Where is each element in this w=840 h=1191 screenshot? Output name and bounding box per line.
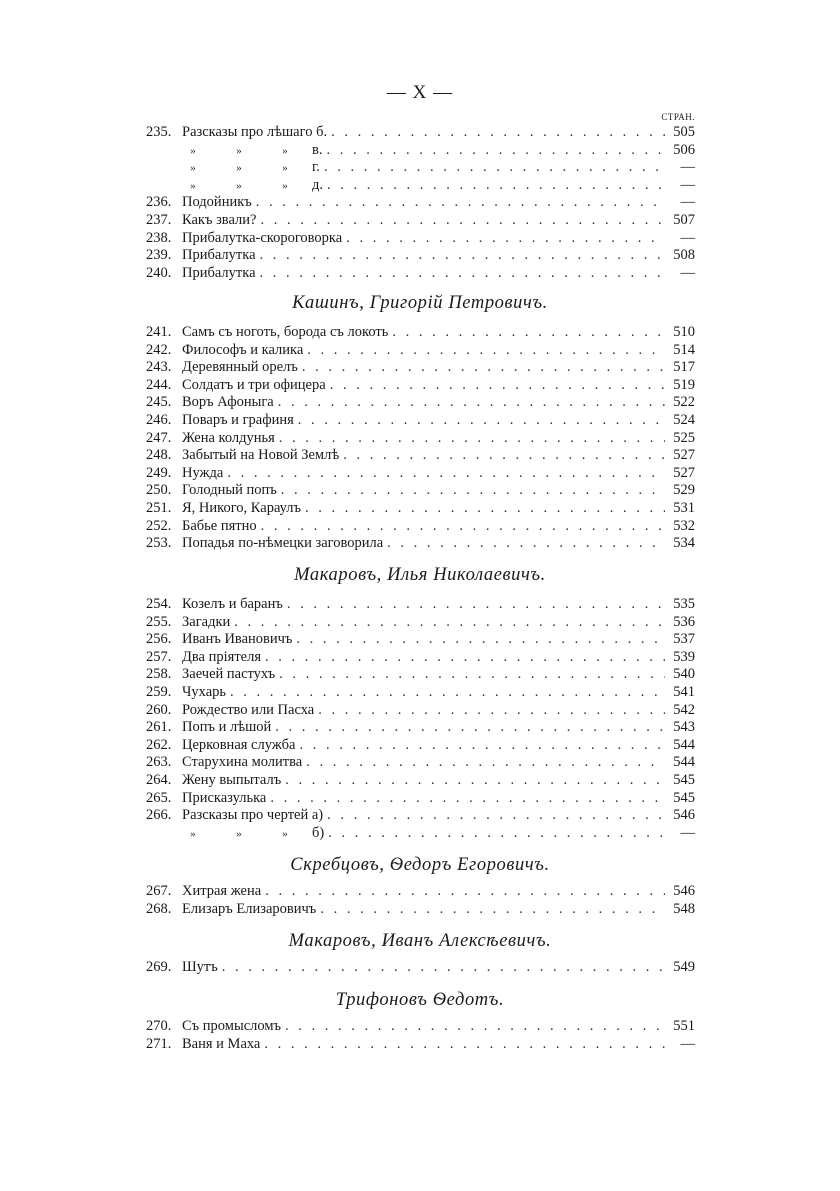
entry-number: 246.: [146, 411, 172, 428]
entry-page: 551: [673, 1018, 695, 1034]
ditto-mark: »: [190, 144, 196, 157]
entry-number: 262.: [146, 736, 172, 753]
toc-entry: [146, 959, 695, 977]
entry-page: 517: [673, 359, 695, 376]
dot-leader: [285, 1018, 665, 1036]
toc-entry: [146, 614, 695, 632]
entry-title: Козелъ и баранъ: [182, 596, 283, 612]
entry-title: Ваня и Маха: [182, 1035, 261, 1052]
ditto-marks: [146, 177, 308, 196]
toc-entry: [146, 465, 695, 483]
dot-leader: [265, 883, 665, 901]
entry-page: 539: [673, 648, 695, 665]
dot-leader: [331, 124, 665, 142]
entry-title: Бабье пятно: [182, 517, 257, 534]
entry-number: 239.: [146, 247, 172, 264]
entry-page: 541: [673, 683, 695, 700]
ditto-mark: »: [282, 179, 288, 192]
dot-leader: [326, 142, 665, 160]
entry-title: Жену выпыталъ: [182, 771, 282, 788]
entry-title: Присказулька: [182, 789, 267, 806]
dot-leader: [265, 649, 665, 667]
ditto-marks: [146, 159, 308, 178]
entry-page: 507: [673, 211, 695, 228]
ditto-mark: »: [190, 179, 196, 192]
entry-number: 263.: [146, 754, 172, 771]
entry-page: 514: [673, 341, 695, 358]
toc-entry: [146, 194, 695, 212]
dot-leader: [320, 901, 665, 919]
entry-title: Какъ звали?: [182, 211, 257, 228]
entry-page: 540: [673, 666, 695, 683]
toc-entry: [146, 482, 695, 500]
ditto-mark: »: [282, 162, 288, 175]
author-heading: Скребцовъ, Ѳедоръ Егоровичъ.: [290, 855, 550, 875]
entry-page: —: [680, 159, 695, 176]
entry-page: 525: [673, 429, 695, 446]
dot-leader: [260, 247, 665, 265]
dot-leader: [324, 159, 665, 177]
dot-leader: [260, 265, 665, 283]
entry-number: 259.: [146, 683, 172, 700]
entry-page: 549: [673, 959, 695, 975]
entry-number: 265.: [146, 789, 172, 806]
entry-title: б): [312, 824, 325, 841]
dot-leader: [234, 614, 665, 632]
entry-title: Прибалутка: [182, 264, 256, 281]
dot-leader: [328, 825, 665, 843]
entry-title: Попадья по-нѣмецки заговорила: [182, 535, 384, 552]
entry-title: Самъ съ ноготь, борода съ локоть: [182, 324, 389, 340]
dot-leader: [256, 194, 665, 212]
toc-entry: [146, 230, 695, 248]
entry-title: Забытый на Новой Землѣ: [182, 447, 340, 464]
dot-leader: [343, 447, 665, 465]
toc-entry: [146, 772, 695, 790]
entry-page: —: [680, 229, 695, 246]
dot-leader: [230, 684, 665, 702]
entry-number: 266.: [146, 807, 172, 824]
entry-page: 545: [673, 789, 695, 806]
entry-number: 250.: [146, 482, 172, 499]
dot-leader: [305, 500, 665, 518]
dot-leader: [330, 377, 665, 395]
entry-page: —: [680, 824, 695, 841]
entry-number: 270.: [146, 1018, 172, 1034]
entry-number: 245.: [146, 394, 172, 411]
entry-number: 268.: [146, 900, 172, 917]
entry-title: Подойникъ: [182, 194, 252, 211]
dot-leader: [318, 702, 665, 720]
entry-page: 524: [673, 411, 695, 428]
toc-entry: [146, 754, 695, 772]
entry-page: —: [680, 1035, 695, 1052]
entry-page: 529: [673, 482, 695, 499]
entry-page: 548: [673, 900, 695, 917]
entry-title: в.: [312, 141, 323, 158]
entry-page: 506: [673, 141, 695, 158]
toc-entry: [146, 825, 695, 843]
entry-page: —: [680, 176, 695, 193]
entry-title: Поваръ и графиня: [182, 411, 294, 428]
entry-title: Философъ и калика: [182, 341, 304, 358]
toc-entry: [146, 447, 695, 465]
dot-leader: [261, 518, 665, 536]
dot-leader: [279, 666, 665, 684]
entry-number: 247.: [146, 429, 172, 446]
entry-number: 264.: [146, 771, 172, 788]
entry-number: 240.: [146, 264, 172, 281]
dot-leader: [281, 482, 665, 500]
entry-title: Попъ и лѣшой: [182, 719, 272, 736]
toc-entry: [146, 177, 695, 195]
entry-page: 545: [673, 771, 695, 788]
entry-title: Елизаръ Елизаровичъ: [182, 900, 317, 917]
ditto-mark: »: [236, 179, 242, 192]
toc-entry: [146, 901, 695, 919]
entry-number: 244.: [146, 376, 172, 393]
entry-page: 508: [673, 247, 695, 264]
ditto-mark: »: [236, 827, 242, 840]
toc-entry: [146, 324, 695, 342]
entry-page: 510: [673, 324, 695, 340]
dot-leader: [270, 790, 665, 808]
entry-title: Деревянный орелъ: [182, 359, 298, 376]
entry-number: 269.: [146, 959, 172, 975]
toc-section: [146, 124, 695, 282]
toc-entry: [146, 430, 695, 448]
toc-entry: [146, 159, 695, 177]
entry-number: 255.: [146, 613, 172, 630]
entry-page: 543: [673, 719, 695, 736]
entry-number: 253.: [146, 535, 172, 552]
entry-number: 241.: [146, 324, 172, 340]
entry-title: Прибалутка: [182, 247, 256, 264]
entry-title: Загадки: [182, 613, 231, 630]
toc-entry: [146, 412, 695, 430]
entry-number: 235.: [146, 124, 172, 140]
toc-entry: [146, 265, 695, 283]
entry-page: 546: [673, 883, 695, 899]
dot-leader: [298, 412, 665, 430]
toc-entry: [146, 1018, 695, 1036]
entry-title: Хитрая жена: [182, 883, 262, 899]
entry-title: Нужда: [182, 464, 224, 481]
entry-title: Церковная служба: [182, 736, 296, 753]
toc-entry: [146, 631, 695, 649]
toc-entry: [146, 377, 695, 395]
toc-entry: [146, 500, 695, 518]
dot-leader: [346, 230, 665, 248]
entry-title: Съ промысломъ: [182, 1018, 282, 1034]
entry-page: 531: [673, 499, 695, 516]
toc-entry: [146, 719, 695, 737]
toc-entry: [146, 394, 695, 412]
entry-title: Голодный попъ: [182, 482, 277, 499]
toc-entry: [146, 342, 695, 360]
dot-leader: [227, 465, 665, 483]
entry-page: 527: [673, 447, 695, 464]
toc-entry: [146, 1036, 695, 1054]
entry-number: 248.: [146, 447, 172, 464]
toc-section: [146, 596, 695, 842]
entry-page: 522: [673, 394, 695, 411]
dot-leader: [387, 535, 665, 553]
toc-entry: [146, 535, 695, 553]
entry-number: 267.: [146, 883, 172, 899]
entry-page: 534: [673, 535, 695, 552]
entry-number: 271.: [146, 1035, 172, 1052]
entry-page: 542: [673, 701, 695, 718]
entry-page: 546: [673, 807, 695, 824]
dot-leader: [285, 772, 665, 790]
dot-leader: [307, 342, 665, 360]
ditto-mark: »: [190, 162, 196, 175]
entry-number: 237.: [146, 211, 172, 228]
ditto-marks: [146, 825, 308, 844]
dot-leader: [327, 807, 665, 825]
page-number: — X —: [386, 82, 454, 103]
toc-entry: [146, 212, 695, 230]
dot-leader: [302, 359, 665, 377]
toc-entry: [146, 790, 695, 808]
dot-leader: [327, 177, 665, 195]
dot-leader: [222, 959, 665, 977]
entry-page: —: [680, 194, 695, 211]
toc-entry: [146, 807, 695, 825]
entry-title: Шутъ: [182, 959, 218, 975]
ditto-mark: »: [236, 162, 242, 175]
ditto-mark: »: [282, 144, 288, 157]
toc-entry: [146, 702, 695, 720]
toc-section: [146, 883, 695, 918]
dot-leader: [279, 430, 665, 448]
entry-number: 258.: [146, 666, 172, 683]
ditto-mark: »: [282, 827, 288, 840]
dot-leader: [278, 394, 665, 412]
toc-entry: [146, 518, 695, 536]
page-column-header: СТРАН.: [661, 112, 695, 122]
entry-page: 532: [673, 517, 695, 534]
entry-title: д.: [312, 176, 324, 193]
ditto-mark: »: [236, 144, 242, 157]
entry-title: Рождество или Пасха: [182, 701, 315, 718]
toc-entry: [146, 684, 695, 702]
dot-leader: [296, 631, 665, 649]
entry-page: 544: [673, 736, 695, 753]
toc-section: [146, 324, 695, 553]
author-heading: Макаровъ, Илья Николаевичъ.: [294, 565, 546, 585]
entry-page: 519: [673, 376, 695, 393]
entry-number: 249.: [146, 464, 172, 481]
entry-number: 252.: [146, 517, 172, 534]
toc-section: [146, 1018, 695, 1053]
author-heading: Кашинъ, Григорій Петровичъ.: [292, 293, 548, 313]
entry-title: Жена колдунья: [182, 429, 275, 446]
entry-title: Разсказы про чертей а): [182, 807, 324, 824]
entry-page: 544: [673, 754, 695, 771]
entry-page: 536: [673, 613, 695, 630]
entry-title: Два пріятеля: [182, 648, 261, 665]
entry-title: Старухина молитва: [182, 754, 303, 771]
dot-leader: [264, 1036, 665, 1054]
entry-page: —: [680, 264, 695, 281]
dot-leader: [306, 754, 665, 772]
entry-title: Солдатъ и три офицера: [182, 376, 326, 393]
entry-number: 242.: [146, 341, 172, 358]
dot-leader: [299, 737, 665, 755]
entry-title: Чухарь: [182, 683, 227, 700]
entry-page: 535: [673, 596, 695, 612]
toc-entry: [146, 666, 695, 684]
entry-title: Иванъ Ивановичъ: [182, 631, 293, 648]
author-heading: Трифоновъ Ѳедотъ.: [335, 990, 505, 1010]
entry-number: 260.: [146, 701, 172, 718]
entry-page: 537: [673, 631, 695, 648]
dot-leader: [275, 719, 665, 737]
toc-entry: [146, 247, 695, 265]
entry-number: 243.: [146, 359, 172, 376]
toc-section: [146, 959, 695, 977]
entry-title: Воръ Афоныга: [182, 394, 274, 411]
toc-entry: [146, 649, 695, 667]
entry-number: 251.: [146, 499, 172, 516]
toc-entry: [146, 883, 695, 901]
author-heading: Макаровъ, Иванъ Алексѣевичъ.: [288, 931, 552, 951]
toc-entry: [146, 737, 695, 755]
entry-number: 254.: [146, 596, 172, 612]
entry-title: Прибалутка-скороговорка: [182, 229, 343, 246]
entry-page: 505: [673, 124, 695, 140]
toc-entry: [146, 142, 695, 160]
ditto-marks: [146, 142, 308, 161]
dot-leader: [392, 324, 665, 342]
entry-title: Заечей пастухъ: [182, 666, 276, 683]
entry-number: 256.: [146, 631, 172, 648]
dot-leader: [260, 212, 665, 230]
toc-entry: [146, 596, 695, 614]
entry-number: 236.: [146, 194, 172, 211]
entry-title: Разсказы про лѣшаго б.: [182, 124, 328, 140]
toc-entry: [146, 124, 695, 142]
entry-title: г.: [312, 159, 320, 176]
entry-page: 527: [673, 464, 695, 481]
toc-entry: [146, 359, 695, 377]
entry-number: 261.: [146, 719, 172, 736]
entry-number: 238.: [146, 229, 172, 246]
entry-title: Я, Никого, Караулъ: [182, 499, 302, 516]
dot-leader: [287, 596, 665, 614]
entry-number: 257.: [146, 648, 172, 665]
ditto-mark: »: [190, 827, 196, 840]
